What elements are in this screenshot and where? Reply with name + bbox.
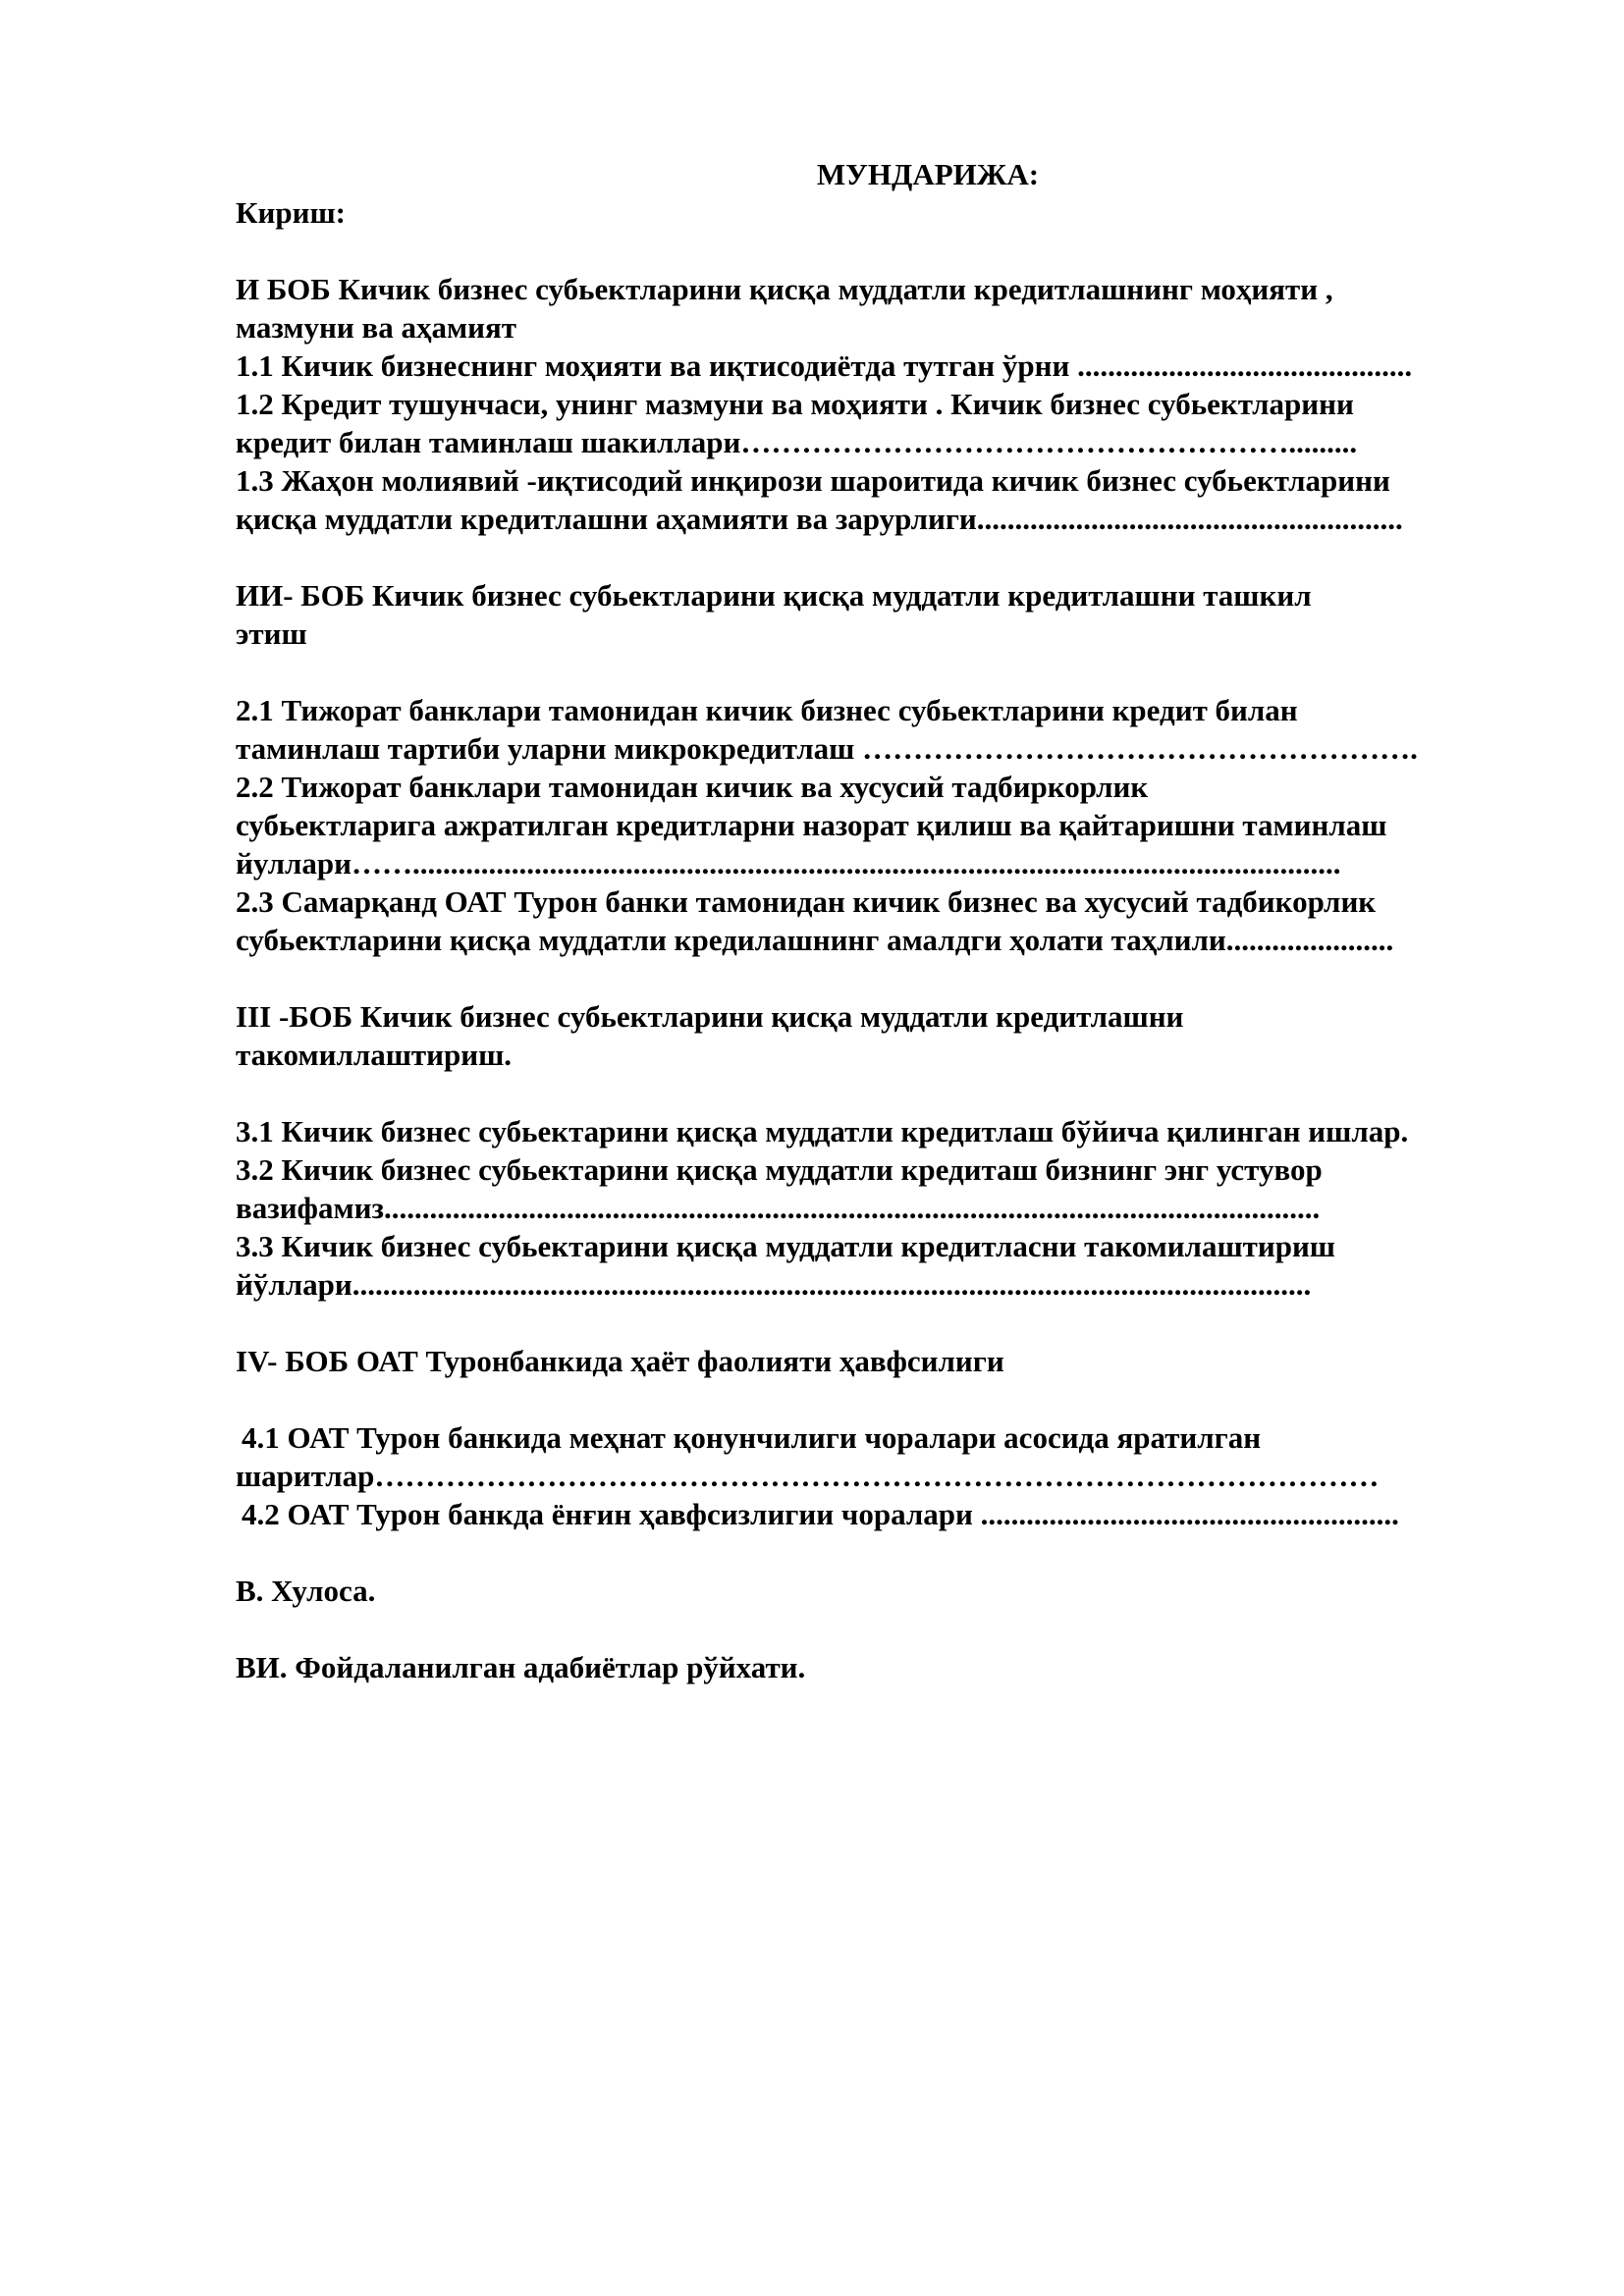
- toc-section-2-1-line-1: 2.1 Тижорат банклари тамонидан кичик бизнес субьектларини кредит билан: [236, 693, 1298, 727]
- spacer: [236, 959, 1532, 997]
- toc-section-2-1-line-2: таминлаш тартиби уларни микрокредитлаш ……………………………………………….: [236, 731, 1418, 766]
- toc-section-1-3-line-1: 1.3 Жаҳон молиявий -иқтисодий инқирози шароитида кичик бизнес субьектларини: [236, 463, 1390, 498]
- toc-section-3-3-line-1: 3.3 Кичик бизнес субьектарини қисқа муддатли кредитласни такомилаштириш: [236, 1229, 1335, 1263]
- spacer: [236, 232, 1532, 270]
- toc-section-3-2-line-2: вазифамиз...........................................................................................................................: [236, 1191, 1321, 1225]
- toc-chapter-3-line-1: III -БОБ Кичик бизнес субьектларини қисқа муддатли кредитлашни: [236, 999, 1184, 1034]
- spacer: [236, 653, 1532, 691]
- toc-section-4-1-line-2: шаритлар………………………………………………………………………………………: [236, 1459, 1380, 1493]
- toc-section-3-1: 3.1 Кичик бизнес субьектарини қисқа муддатли кредитлаш бўйича қилинган ишлар.: [236, 1114, 1409, 1148]
- spacer: [236, 1074, 1532, 1112]
- toc-chapter-2-line-1: ИИ- БОБ Кичик бизнес субьектларини қисқа муддатли кредитлашни ташкил: [236, 578, 1312, 613]
- toc-section-1-3-line-2: қисқа муддатли кредитлашни аҳамияти ва зарурлиги........................................................: [236, 502, 1403, 536]
- toc-section-2-2-line-3: йуллари……..........................................................................................................................: [236, 846, 1341, 881]
- toc-chapter-2-line-2: этиш: [236, 616, 307, 651]
- toc-chapter-1-line-1: И БОБ Кичик бизнес субьектларини қисқа муддатли кредитлашнинг моҳияти ,: [236, 272, 1333, 306]
- toc-chapter-3-line-2: такомиллаштириш.: [236, 1038, 513, 1072]
- toc-section-3-3-line-2: йўллари..............................................................................................................................: [236, 1267, 1312, 1302]
- toc-section-1-1: 1.1 Кичик бизнеснинг моҳияти ва иқтисодиётда тутган ўрни ............................................: [236, 348, 1413, 383]
- toc-references: ВИ. Фойдаланилган адабиётлар рўйхати.: [236, 1650, 806, 1684]
- toc-section-3-2-line-1: 3.2 Кичик бизнес субьектарини қисқа муддатли кредиташ бизнинг энг устувор: [236, 1152, 1323, 1187]
- spacer: [236, 1610, 1532, 1648]
- toc-section-4-1-line-1: 4.1 ОАТ Турон банкида меҳнат қонунчилиги чоралари асосида яратилган: [242, 1420, 1262, 1455]
- spacer: [236, 1380, 1532, 1418]
- toc-section-2-3-line-2: субьектларини қисқа муддатли кредилашнинг амалдги ҳолати таҳлили......................: [236, 923, 1394, 957]
- spacer: [236, 1304, 1532, 1342]
- toc-conclusion: В. Хулоса.: [236, 1574, 376, 1608]
- toc-section-1-2-line-2: кредит билан таминлаш шакиллари……………………………………………….........: [236, 425, 1358, 459]
- toc-title: МУНДАРИЖА:: [816, 157, 1040, 191]
- toc-chapter-4: IV- БОБ ОАТ Туронбанкида ҳаёт фаолияти ҳавфсилиги: [236, 1344, 1004, 1378]
- toc-section-1-2-line-1: 1.2 Кредит тушунчаси, унинг мазмуни ва моҳияти . Кичик бизнес субьектларини: [236, 387, 1354, 421]
- table-of-contents: [236, 155, 1532, 1686]
- spacer: [236, 538, 1532, 576]
- toc-section-4-2: 4.2 ОАТ Турон банкда ёнғин ҳавфсизлигии чоралари .......................................................: [242, 1497, 1399, 1531]
- toc-chapter-1-line-2: мазмуни ва аҳамият: [236, 310, 516, 345]
- toc-section-2-2-line-1: 2.2 Тижорат банклари тамонидан кичик ва хусусий тадбиркорлик: [236, 770, 1149, 804]
- toc-section-2-3-line-1: 2.3 Самарқанд ОАТ Турон банки тамонидан кичик бизнес ва хусусий тадбикорлик: [236, 884, 1377, 919]
- toc-intro: Кириш:: [236, 195, 346, 230]
- spacer: [236, 1533, 1532, 1572]
- toc-section-2-2-line-2: субьектларига ажратилган кредитларни назорат қилиш ва қайтаришни таминлаш: [236, 808, 1387, 842]
